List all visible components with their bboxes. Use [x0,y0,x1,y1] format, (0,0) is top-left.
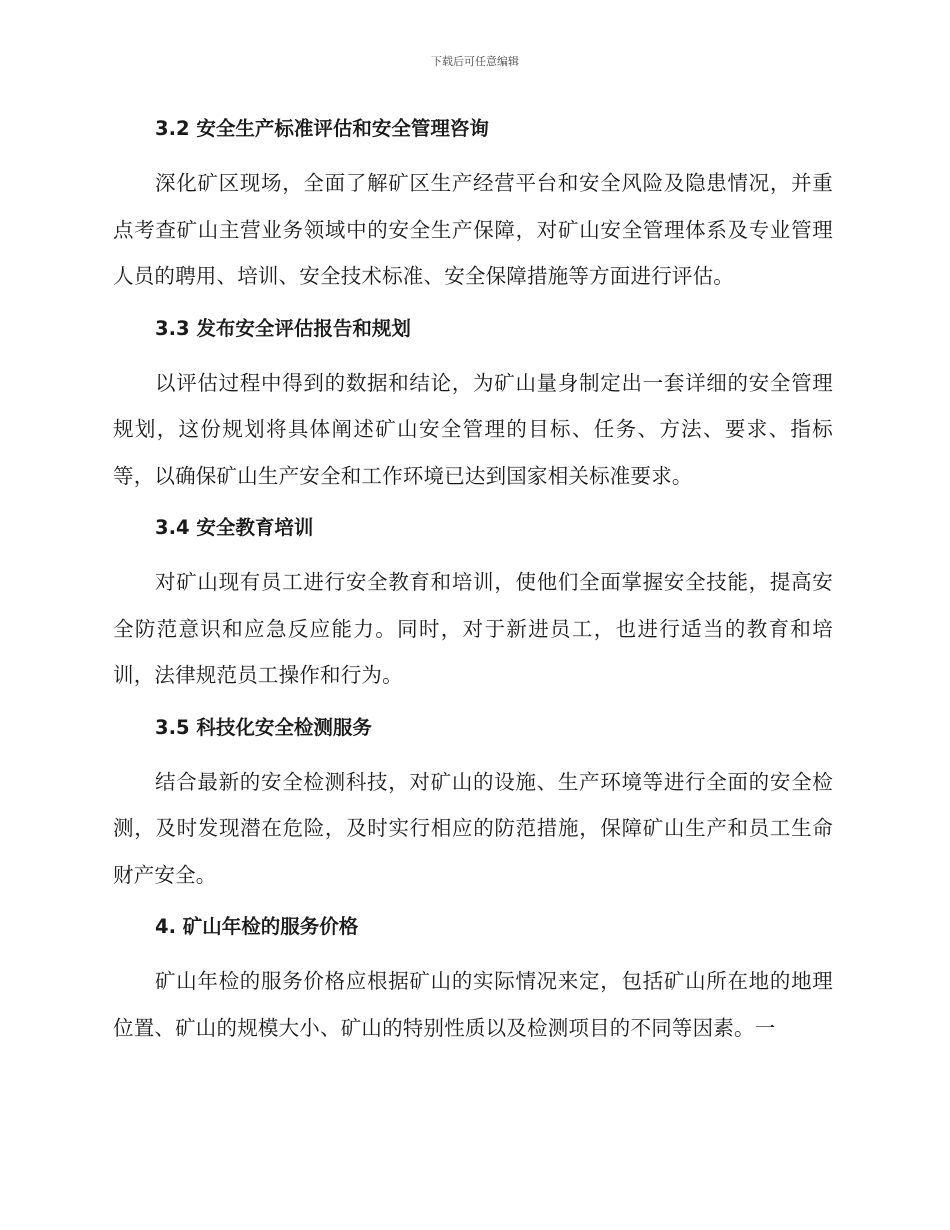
section-4 [113,910,833,1051]
section-3-4 [113,511,833,699]
section-heading: 3.3 发布安全评估报告和规划 [155,316,411,340]
section-paragraph: 矿山年检的服务价格应根据矿山的实际情况来定，包括矿山所在地的地理位置、矿山的规模大小、矿山的特别性质以及检测项目的不同等因素。一 [113,969,833,1040]
section-heading: 3.2 安全生产标准评估和安全管理咨询 [155,117,489,140]
page-header: 下载后可任意编辑 [431,55,519,68]
section-3-3 [113,312,833,500]
section-paragraph: 结合最新的安全检测科技，对矿山的设施、生产环境等进行全面的安全检测，及时发现潜在危险，及时实行相应的防范措施，保障矿山生产和员工生命财产安全。 [113,769,833,887]
document-content [113,112,833,1063]
section-3-2 [113,112,833,300]
section-heading: 3.4 安全教育培训 [155,516,314,539]
section-paragraph: 对矿山现有员工进行安全教育和培训，使他们全面掌握安全技能，提高安全防范意识和应急反应能力。同时，对于新进员工，也进行适当的教育和培训，法律规范员工操作和行为。 [113,570,833,687]
section-heading: 4. 矿山年检的服务价格 [155,915,359,938]
section-heading: 3.5 科技化安全检测服务 [155,715,372,739]
section-3-5 [113,711,833,899]
section-paragraph: 深化矿区现场，全面了解矿区生产经营平台和安全风险及隐患情况，并重点考查矿山主营业务领域中的安全生产保障，对矿山安全管理体系及专业管理人员的聘用、培训、安全技术标准、安全保障措施等方面进行评估。 [113,171,833,288]
section-paragraph: 以评估过程中得到的数据和结论，为矿山量身制定出一套详细的安全管理规划，这份规划将具体阐述矿山安全管理的目标、任务、方法、要求、指标等，以确保矿山生产安全和工作环境已达到国家相关标准要求。 [113,370,833,488]
